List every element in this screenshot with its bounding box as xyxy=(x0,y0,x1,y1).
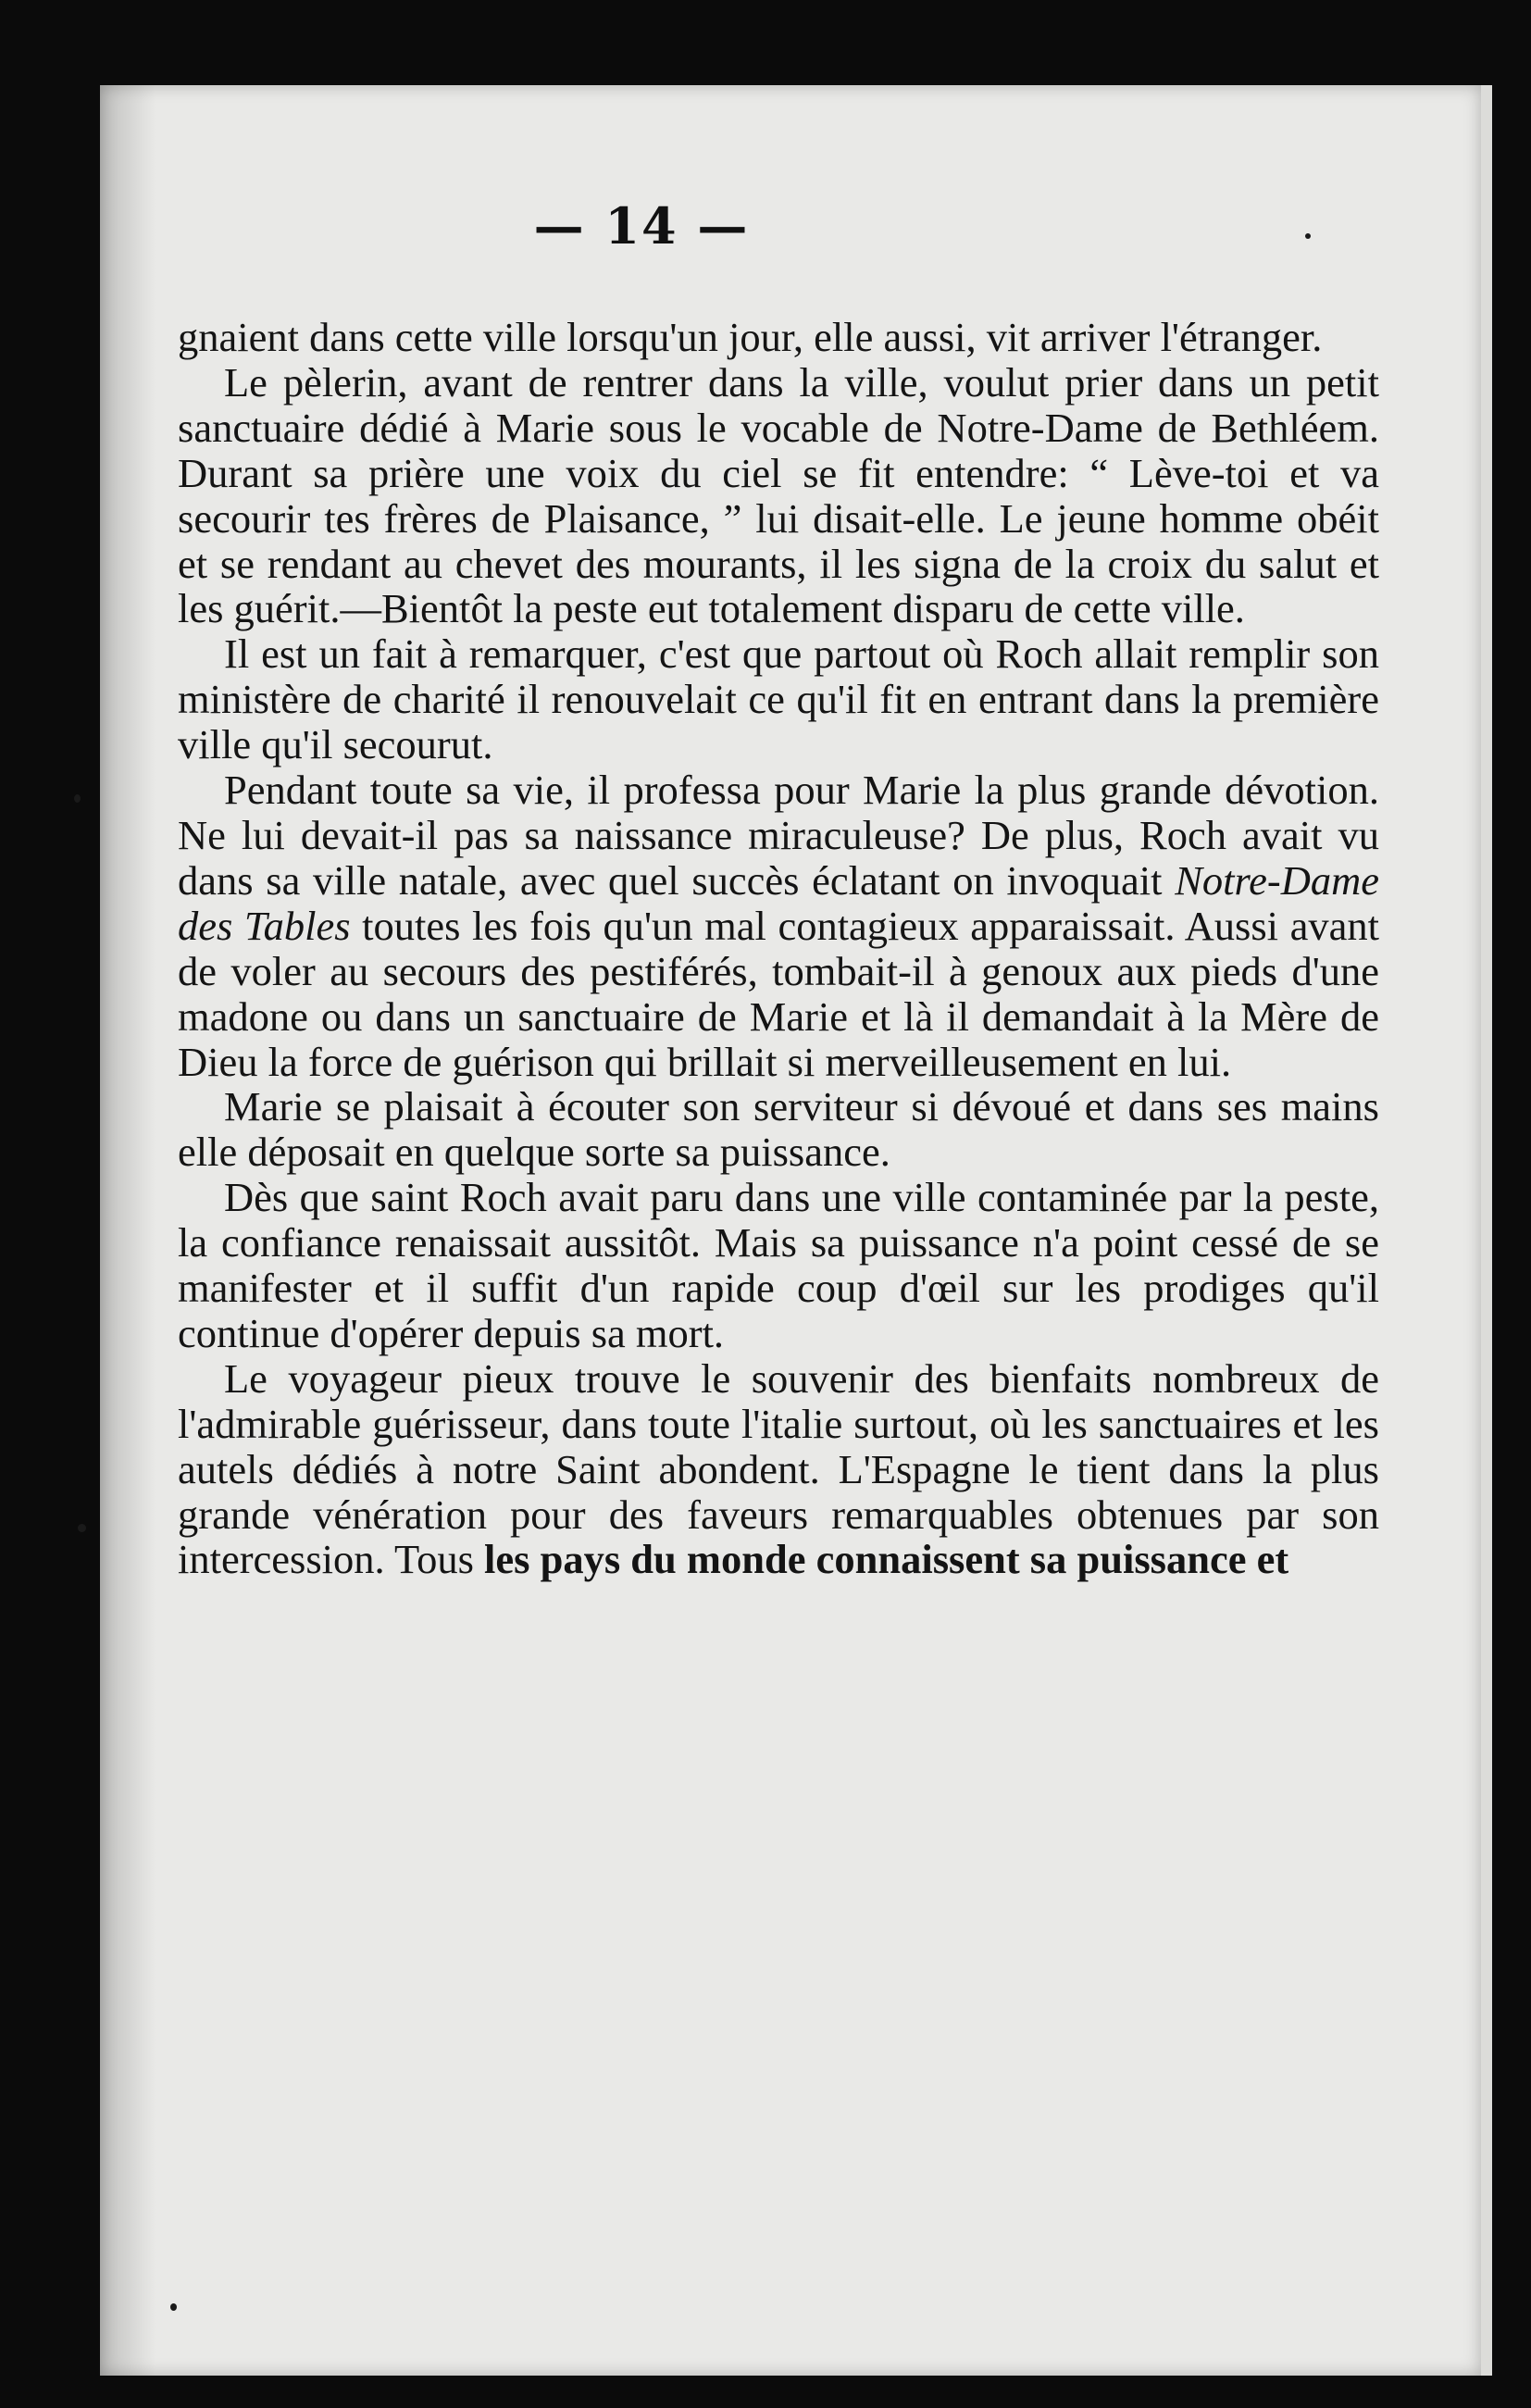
paragraph-text: Le voyageur pieux trouve le souvenir des bienfaits nombreux de l'admirable guérisseur, dans toute l'italie surtout, où les sanctuaires et les autels dédiés à notre Saint abondent. L'Espagne le tient dans la plus grande vénération pour des faveurs remarquables obtenues par son intercession. Tous xyxy=(178,1354,1379,1583)
paragraph: Dès que saint Roch avait paru dans une ville contaminée par la peste, la confiance renaissait aussitôt. Mais sa puissance n'a point cessé de se manifester et il suffit d'un rapide coup d'œil sur les prodiges qu'il continue d'opérer depuis sa mort. xyxy=(178,1174,1379,1356)
scan-speck xyxy=(74,794,81,803)
paragraph: gnaient dans cette ville lorsqu'un jour, elle aussi, vit arriver l'étranger. xyxy=(178,314,1323,360)
italic-title: Notre-Dame des Tables xyxy=(178,856,1379,949)
bold-line: les pays du monde connaissent sa puissance et xyxy=(484,1536,1289,1583)
binding-shadow xyxy=(100,85,156,2376)
paragraph: Il est un fait à remarquer, c'est que partout où Roch allait remplir son ministère de charité il renouvelait ce qu'il fit en entrant dans la première ville qu'il secourut. xyxy=(178,630,1379,768)
body-text xyxy=(178,315,1379,1582)
page-number: — 14 — xyxy=(533,196,750,256)
paragraph xyxy=(178,1356,1379,1583)
scan-speck xyxy=(78,1524,86,1532)
page-edge xyxy=(1481,85,1492,2376)
paragraph-text: toutes les fois qu'un mal contagieux apparaissait. Aussi avant de voler au secours des pestiférés, tombait-il à genoux aux pieds d'une madone ou dans un sanctuaire de Marie et là il demandait à la Mère de Dieu la force de guérison qui brillait si merveilleusement en lui. xyxy=(178,902,1379,1085)
paragraph: Marie se plaisait à écouter son serviteur si dévoué et dans ses mains elle déposait en quelque sorte sa puissance. xyxy=(178,1083,1379,1176)
paragraph-text: Pendant toute sa vie, il professa pour Marie la plus grande dévotion. Ne lui devait-il pas sa naissance miraculeuse? De plus, Roch avait vu dans sa ville natale, avec quel succès éclatant on invoquait xyxy=(178,767,1379,904)
paragraph: Le pèlerin, avant de rentrer dans la ville, voulut prier dans un petit sanctuaire dédié à Marie sous le vocable de Notre-Dame de Bethléem. Durant sa prière une voix du ciel se fit entendre: “ Lève-toi et va secourir tes frères de Plaisance, ” lui disait-elle. Le jeune homme obéit et se rendant au chevet des mourants, il les signa de la croix du salut et les guérit.—Bientôt la peste eut totalement disparu de cette ville. xyxy=(178,358,1379,632)
paragraph xyxy=(178,767,1379,1084)
scan-speck xyxy=(170,2303,177,2311)
scan-speck xyxy=(1305,233,1311,239)
